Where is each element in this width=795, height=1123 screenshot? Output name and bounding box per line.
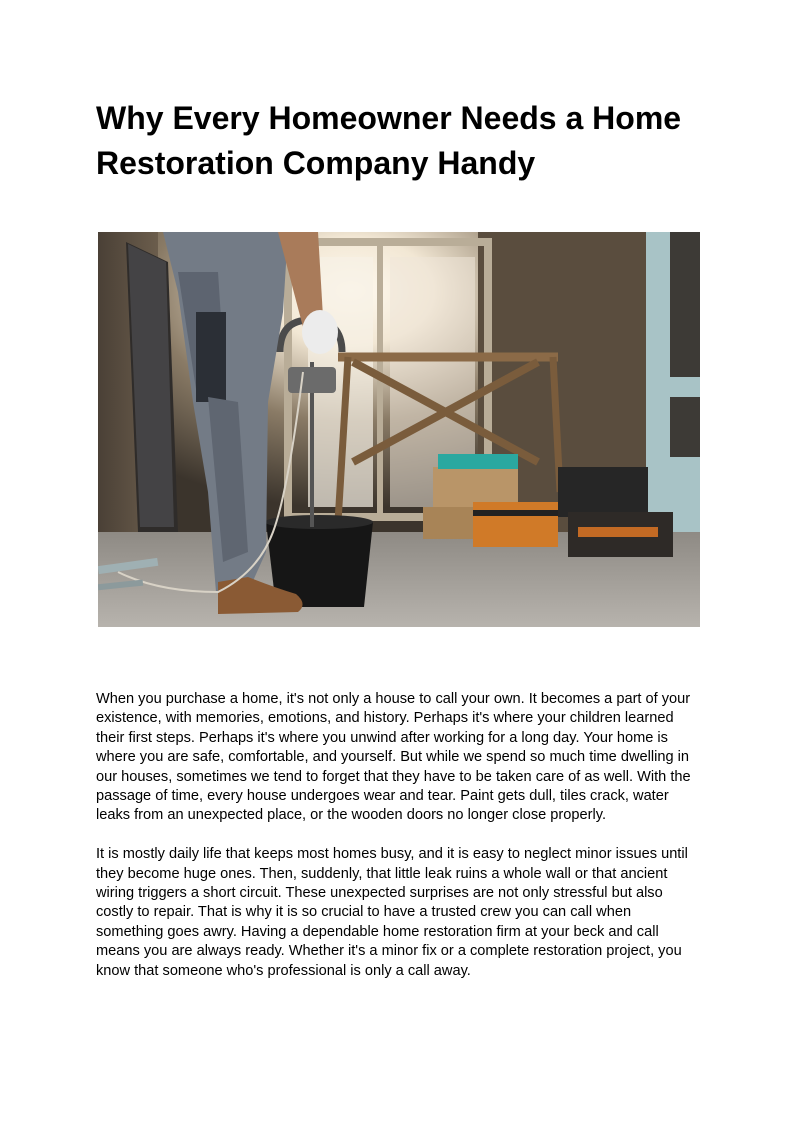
renovation-worker-photo — [98, 232, 700, 627]
hero-image — [98, 232, 700, 627]
article-body — [96, 690, 701, 1000]
article-paragraph: It is mostly daily life that keeps most homes busy, and it is easy to neglect minor issues until they become huge ones. Then, suddenly, that little leak ruins a whole wall or that ancient wiring triggers a short circuit. These unexpected surprises are not only stressful but also costly to repair. That is why it is so crucial to have a trusted crew you can call when something goes awry. Having a dependable home restoration firm at your beck and call means you are always ready. Whether it's a minor fix or a complete restoration project, you know that someone who's professional is only a call away. — [96, 846, 688, 979]
page-title: Why Every Homeowner Needs a Home Restoration Company Handy — [96, 100, 682, 181]
article-paragraph: When you purchase a home, it's not only a house to call your own. It becomes a part of your existence, with memories, emotions, and history. Perhaps it's where your children learned their first steps. Perhaps it's where you unwind after working for a long day. Your home is where you are safe, comfortable, and yourself. But while we spend so much time dwelling in our houses, sometimes we tend to forget that they have to be taken care of as well. With the passage of time, every house undergoes wear and tear. Paint gets dull, tiles crack, water leaks from an unexpected place, or the wooden doors no longer close properly. — [96, 691, 691, 824]
